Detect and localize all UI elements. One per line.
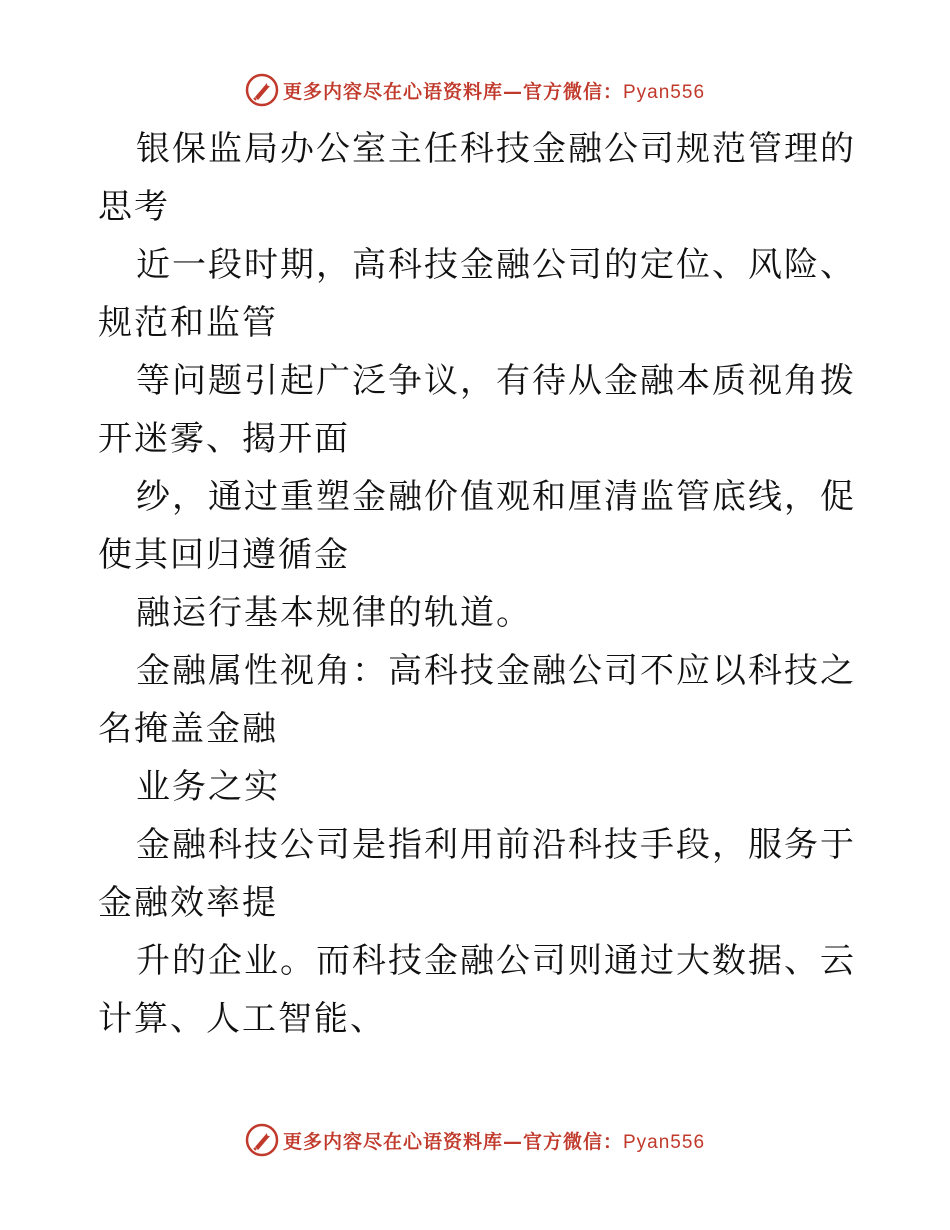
wechat-id: Pyan556 xyxy=(623,81,706,103)
paragraph: 近一段时期，高科技金融公司的定位、风险、规范和监管 xyxy=(98,245,856,343)
section-heading: 金融属性视角：高科技金融公司不应以科技之名掩盖金融 xyxy=(98,651,856,749)
banner-label: 更多内容尽在心语资料库—官方微信： xyxy=(282,80,623,103)
document-title: 银保监局办公室主任科技金融公司规范管理的思考 xyxy=(98,129,856,227)
paragraph: 金融科技公司是指利用前沿科技手段，服务于金融效率提 xyxy=(98,825,856,923)
paragraph: 融运行基本规律的轨道。 xyxy=(136,593,532,633)
banner-text xyxy=(283,77,705,104)
pen-nib-logo-icon xyxy=(245,73,279,107)
banner-text xyxy=(283,1127,705,1154)
header-banner-inner xyxy=(245,73,705,107)
section-heading-continued: 业务之实 xyxy=(136,767,280,807)
pen-nib-logo-icon xyxy=(245,1123,279,1157)
footer-banner xyxy=(0,1120,950,1160)
footer-banner-inner xyxy=(245,1123,705,1157)
document-body xyxy=(98,120,858,1048)
header-banner xyxy=(0,70,950,110)
banner-label: 更多内容尽在心语资料库—官方微信： xyxy=(282,1130,623,1153)
paragraph: 等问题引起广泛争议，有待从金融本质视角拨开迷雾、揭开面 xyxy=(98,361,856,459)
paragraph: 升的企业。而科技金融公司则通过大数据、云计算、人工智能、 xyxy=(98,941,856,1039)
wechat-id: Pyan556 xyxy=(623,1131,706,1153)
paragraph: 纱，通过重塑金融价值观和厘清监管底线，促使其回归遵循金 xyxy=(98,477,856,575)
